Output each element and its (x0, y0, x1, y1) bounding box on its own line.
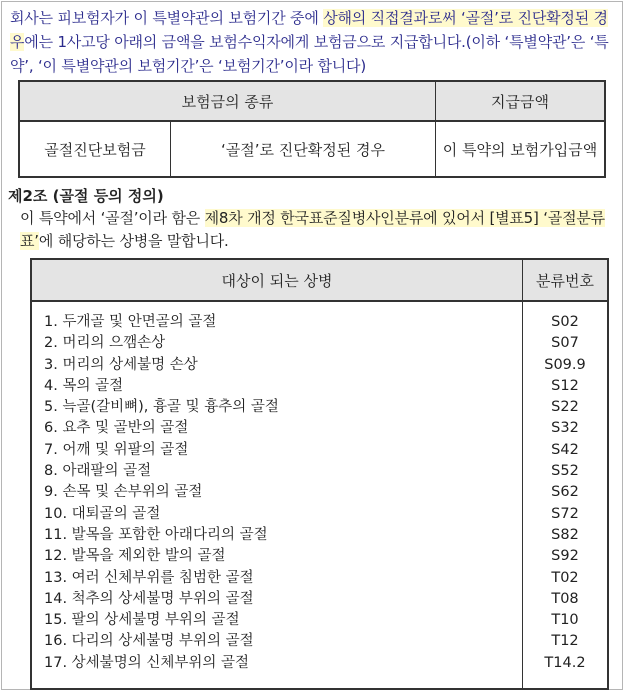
benefit-header-type: 보험금의 종류 (19, 81, 436, 121)
code-column (523, 301, 609, 689)
classification-code: S62 (551, 484, 579, 501)
intro-paragraph (10, 6, 618, 78)
classification-code: T12 (551, 633, 579, 650)
benefit-cell-condition: ‘골절’로 진단확정된 경우 (171, 121, 436, 177)
disease-name: 3. 머리의 상세불명 손상 (44, 356, 198, 373)
definition-paragraph (20, 207, 620, 253)
classification-header-code: 분류번호 (523, 259, 609, 301)
classification-code: S42 (551, 441, 579, 458)
disease-name: 9. 손목 및 손부위의 골절 (44, 484, 203, 501)
disease-list (32, 302, 522, 688)
intro-text-1: 회사는 피보험자가 이 특별약관의 보험기간 중에 (10, 9, 324, 27)
disease-name: 2. 머리의 으깸손상 (44, 335, 166, 352)
disease-name: 10. 대퇴골의 골절 (44, 505, 161, 522)
disease-name: 6. 요추 및 골반의 골절 (44, 420, 189, 437)
classification-code: S92 (551, 548, 579, 565)
benefit-header-amount: 지급금액 (436, 81, 605, 121)
classification-code: T02 (551, 569, 579, 586)
classification-code: T10 (551, 612, 579, 629)
classification-header-disease: 대상이 되는 상병 (31, 259, 523, 301)
definition-highlight: 제8차 개정 한국표준질병사인분류에 있어서 [별표5] ‘골절분류표’ (20, 209, 605, 250)
classification-code: S12 (551, 377, 579, 394)
classification-code: S22 (551, 399, 579, 416)
classification-code: T14.2 (544, 654, 586, 671)
article-title: 제2조 (골절 등의 정의) (8, 187, 164, 205)
intro-text-2: 에는 1사고당 아래의 금액을 보험수익자에게 보험금으로 지급합니다.(이하 ‘특별약관’은 ‘특약’, ‘이 특별약관의 보험기간’은 ‘보험기간’이라 합니다) (10, 33, 609, 75)
disease-name: 11. 발목을 포함한 아래다리의 골절 (44, 526, 268, 543)
intro-highlight: 상해의 직접결과로써 ‘골절’로 진단확정된 경우 (10, 9, 608, 51)
disease-column (31, 301, 523, 689)
benefit-cell-name: 골절진단보험금 (19, 121, 171, 177)
disease-name: 13. 여러 신체부위를 침범한 골절 (44, 569, 254, 586)
benefit-cell-amount: 이 특약의 보험가입금액 (436, 121, 605, 177)
benefit-table (18, 80, 606, 178)
disease-name: 5. 늑골(갈비뼈), 흉골 및 흉추의 골절 (44, 399, 279, 416)
disease-name: 12. 발목을 제외한 발의 골절 (44, 548, 226, 565)
classification-code: S52 (551, 463, 579, 480)
disease-name: 15. 팔의 상세불명 부위의 골절 (44, 612, 240, 629)
classification-code: S09.9 (544, 356, 586, 373)
disease-name: 8. 아래팔의 골절 (44, 463, 152, 480)
disease-name: 4. 목의 골절 (44, 377, 124, 394)
classification-code: S07 (551, 335, 579, 352)
disease-name: 14. 척추의 상세불명 부위의 골절 (44, 590, 254, 607)
code-list (523, 302, 607, 688)
fracture-classification-table (30, 258, 609, 690)
disease-name: 17. 상세불명의 신체부위의 골절 (44, 654, 249, 671)
definition-text-2: 에 해당하는 상병을 말합니다. (38, 232, 229, 250)
definition-text-1: 이 특약에서 ‘골절’이라 함은 (20, 209, 205, 227)
disease-name: 16. 다리의 상세불명 부위의 골절 (44, 633, 254, 650)
classification-code: S02 (551, 314, 579, 330)
classification-code: T08 (551, 590, 579, 607)
disease-name: 1. 두개골 및 안면골의 골절 (44, 314, 217, 330)
classification-code: S72 (551, 505, 579, 522)
classification-code: S82 (551, 526, 579, 543)
classification-code: S32 (551, 420, 579, 437)
disease-name: 7. 어깨 및 위팔의 골절 (44, 441, 189, 458)
